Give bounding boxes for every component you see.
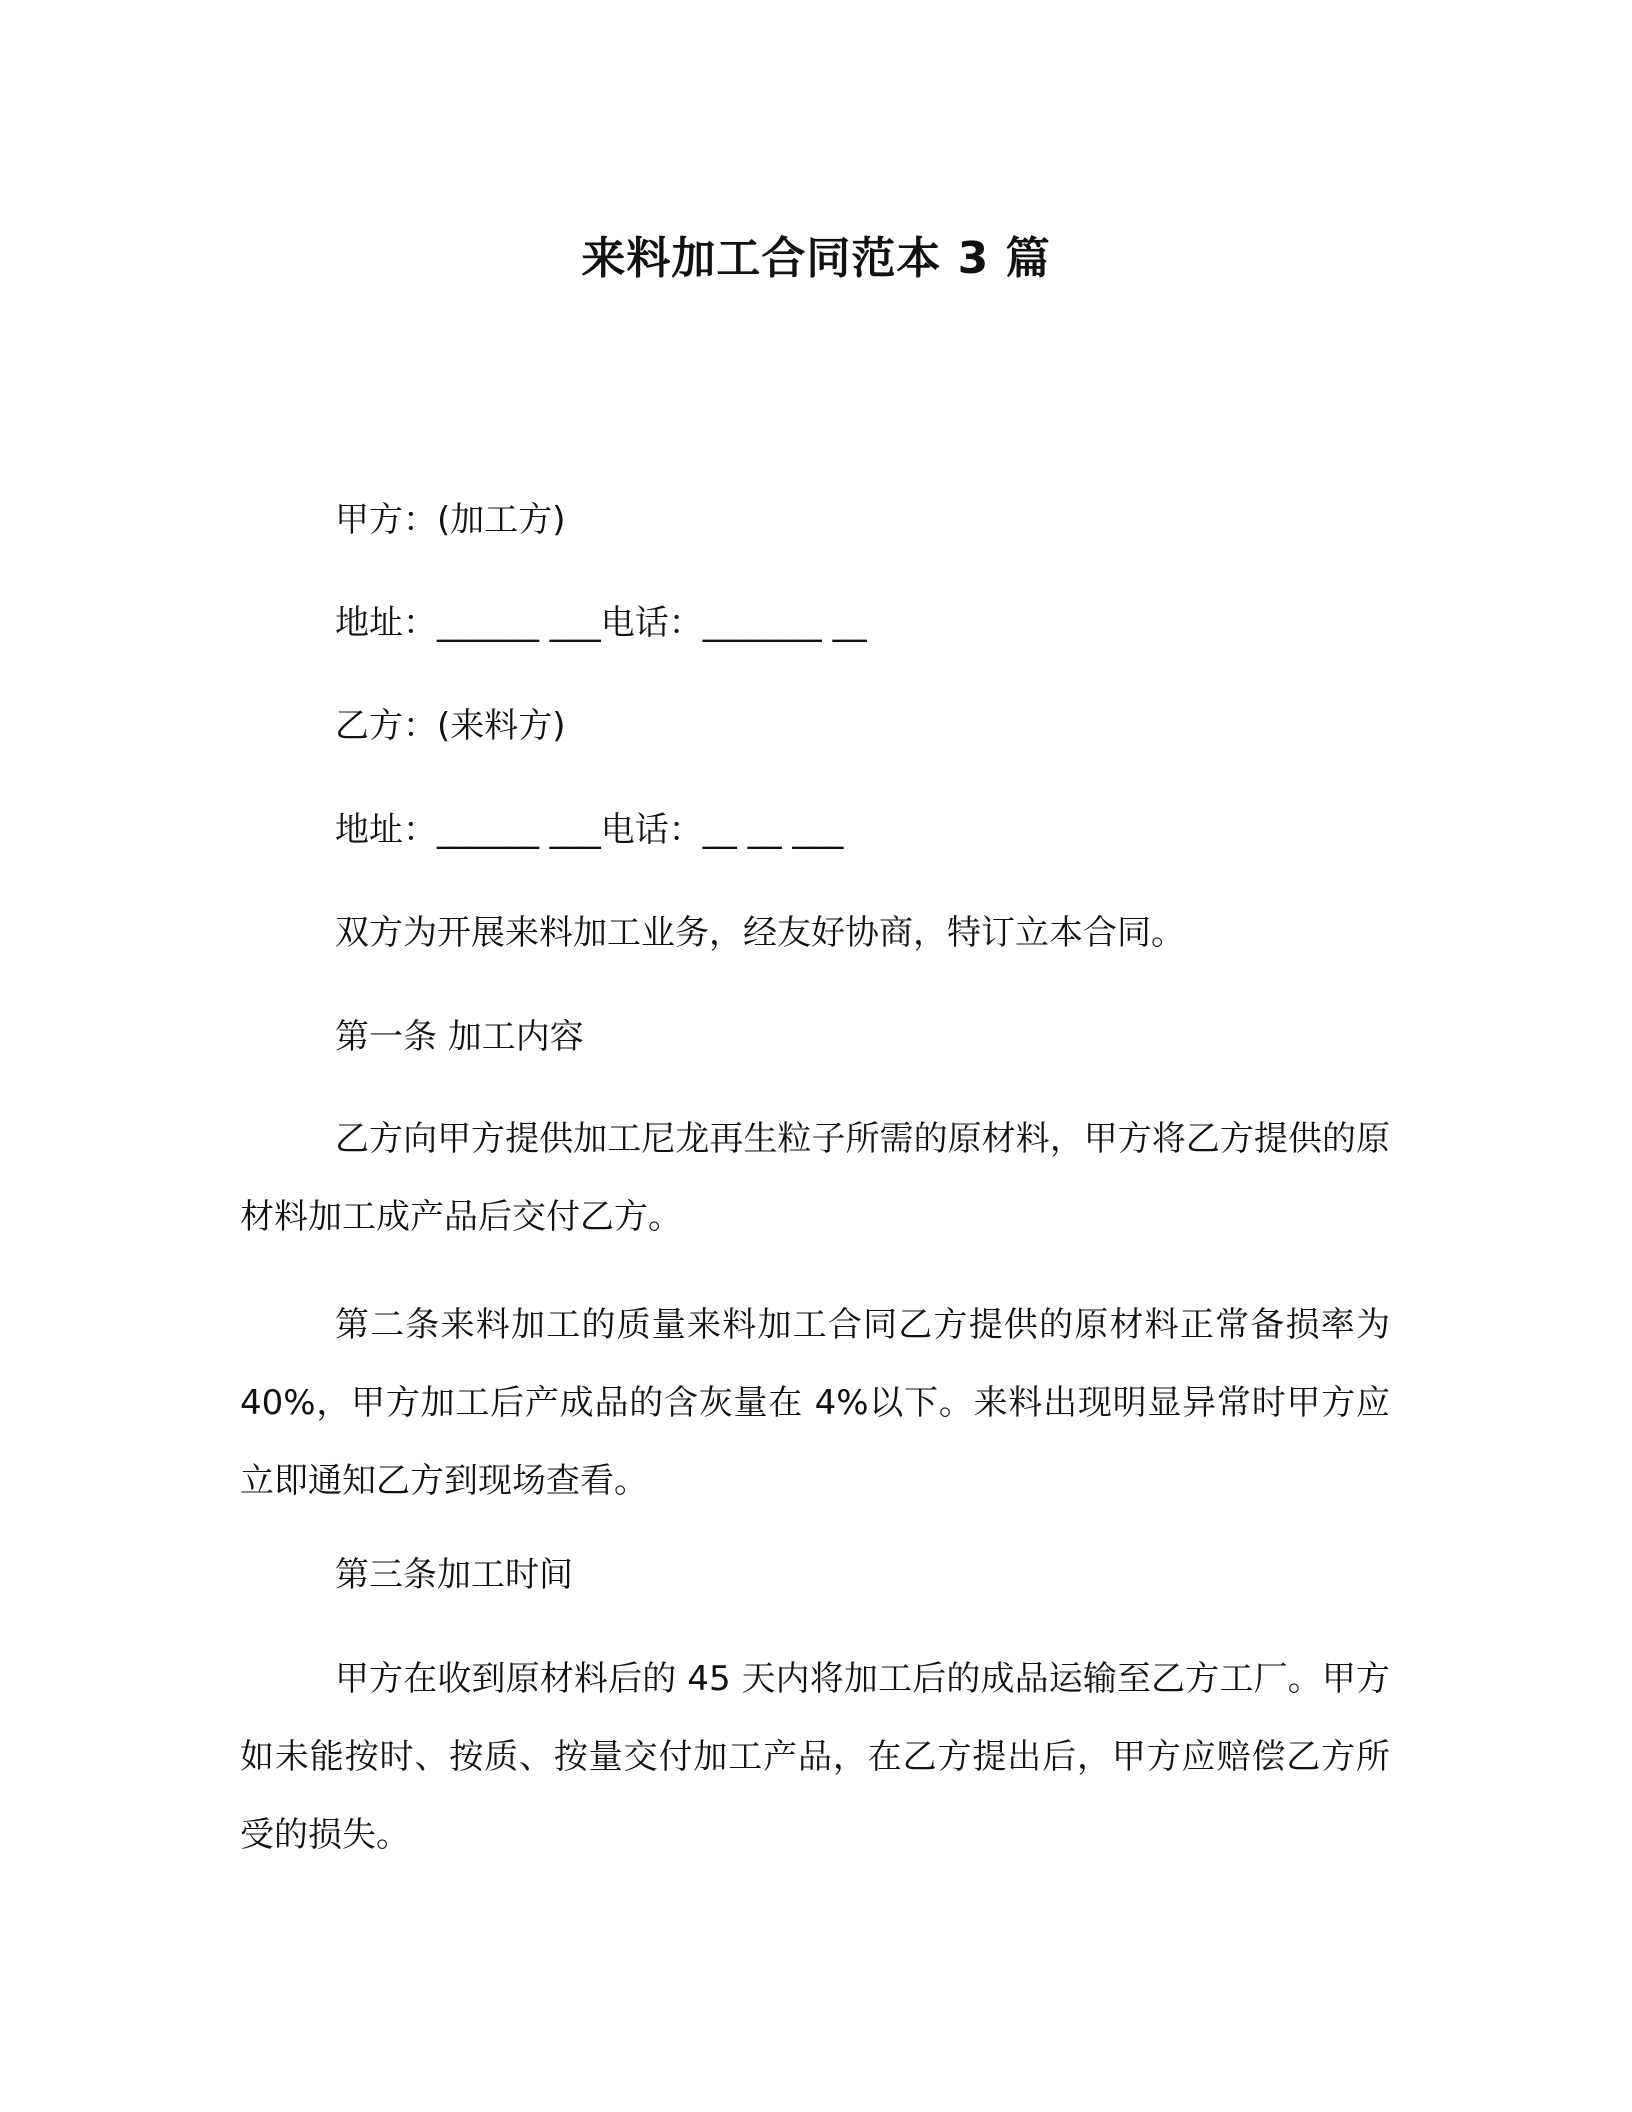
party-a-line: 甲方：(加工方): [335, 500, 566, 540]
document-title: 来料加工合同范本 3 篇: [581, 233, 1051, 284]
article1-body: 乙方向甲方提供加工尼龙再生粒子所需的原材料，甲方将乙方提供的原材料加工成产品后交付乙方。: [240, 1119, 1390, 1237]
article1-heading: 第一条 加工内容: [335, 1017, 584, 1057]
article3-body: 甲方在收到原材料后的 45 天内将加工后的成品运输至乙方工厂。甲方如未能按时、按质、按量交付加工产品，在乙方提出后，甲方应赔偿乙方所受的损失。: [240, 1659, 1390, 1855]
article3-heading: 第三条加工时间: [335, 1555, 573, 1595]
article2-body: 第二条来料加工的质量来料加工合同乙方提供的原材料正常备损率为 40%，甲方加工后产成品的含灰量在 4%以下。来料出现明显异常时甲方应立即通知乙方到现场查看。: [240, 1305, 1390, 1501]
party-a-contact-line: 地址：______ ___电话：_______ __: [335, 603, 867, 643]
party-b-contact-line: 地址：______ ___电话：__ __ ___: [335, 810, 844, 850]
preamble-line: 双方为开展来料加工业务，经友好协商，特订立本合同。: [335, 913, 1185, 953]
party-b-line: 乙方：(来料方): [335, 706, 566, 746]
